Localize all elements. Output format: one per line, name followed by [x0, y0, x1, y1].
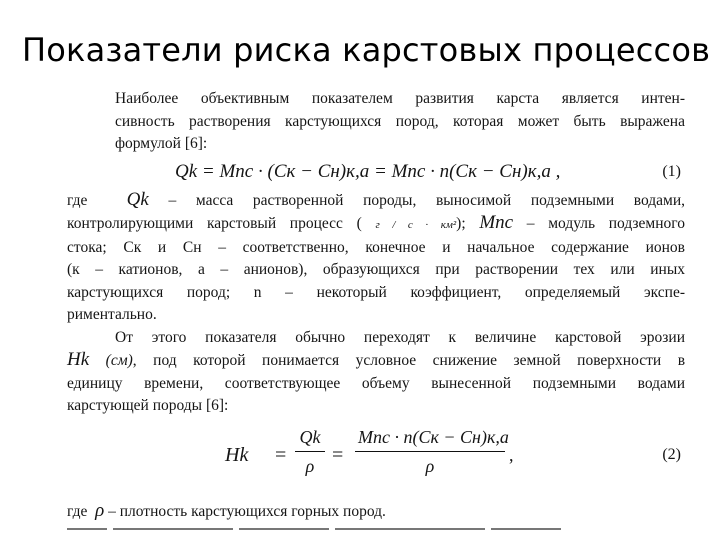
formula-2-fraction-1: [295, 424, 325, 480]
fraction-numerator: Qk: [295, 424, 325, 452]
variable-rho: ρ: [95, 499, 105, 521]
formula-2-comma: ,: [509, 444, 514, 465]
unit-cm: (см): [105, 352, 133, 369]
text-line: карстующей породы [6]:: [67, 397, 229, 414]
text-line: (к – катионов, а – анионов), образующихся при растворении тех или иных: [67, 261, 685, 278]
formula-1: [67, 157, 685, 187]
text-fragment: – масса растворенной породы, выносимой подземными водами,: [168, 191, 686, 209]
formula-2-equals: =: [332, 443, 344, 466]
fraction-denominator: ρ: [425, 455, 435, 476]
text-fragment: , под которой понимается условное снижение земной поверхности в: [132, 352, 686, 369]
text-fragment: где: [67, 191, 88, 209]
text-fragment: контролирующими карстовый процесс (: [67, 215, 362, 232]
slide-title: Показатели риска карстовых процессов: [22, 31, 711, 69]
text-fragment: где: [67, 502, 88, 520]
formula-2-fraction-2: [355, 424, 509, 480]
document-body: [67, 88, 685, 523]
formula-2-equals: =: [275, 443, 287, 466]
paragraph-intro: [67, 88, 685, 156]
formula-2-number: (2): [662, 445, 681, 463]
text-line: [67, 189, 685, 213]
paragraph-density: [67, 500, 685, 524]
text-line: Наиболее объективным показателем развития карста является интен-: [115, 90, 685, 107]
variable-qk: Qk: [126, 188, 149, 210]
cut-off-next-line: [67, 528, 685, 540]
text-line: формулой [6]:: [115, 135, 208, 152]
text-line: сивность растворения карстующихся пород, которая может быть выражена: [115, 112, 685, 130]
paragraph-definitions: [67, 189, 685, 327]
fraction-numerator: Mпс · n(Cк − Cн)к,а: [355, 424, 505, 452]
formula-2: [67, 424, 685, 496]
fraction-denominator: ρ: [305, 455, 315, 476]
paragraph-erosion: [67, 327, 685, 418]
formula-1-expression: Qk = Mпс · (Cк − Cн)к,а = Mпс · n(Cк − Cн)к,а ,: [175, 160, 561, 182]
text-line: [67, 349, 685, 373]
text-line: От этого показателя обычно переходят к величине карстовой эрозии: [115, 328, 685, 346]
units-label: г / с · км²: [375, 219, 457, 231]
variable-hk: Hk: [67, 349, 90, 370]
text-line: стока; Cк и Cн – соответственно, конечное и начальное содержание ионов: [67, 238, 685, 256]
formula-2-lhs: Hk: [225, 443, 249, 466]
text-line: [67, 212, 685, 237]
text-line: карстующихся пород; n – некоторый коэффициент, определяемый экспе-: [67, 283, 685, 301]
text-line: единицу времени, соответствующее объему вынесенной подземными водами: [67, 374, 685, 392]
text-line: риментально.: [67, 306, 157, 323]
formula-1-number: (1): [662, 162, 681, 180]
variable-mpc: Mпс: [479, 212, 514, 233]
text-fragment: – модуль подземного: [526, 215, 686, 232]
text-fragment: – плотность карстующихся горных пород.: [108, 502, 386, 520]
text-line: [67, 500, 685, 524]
text-fragment: );: [456, 215, 466, 232]
